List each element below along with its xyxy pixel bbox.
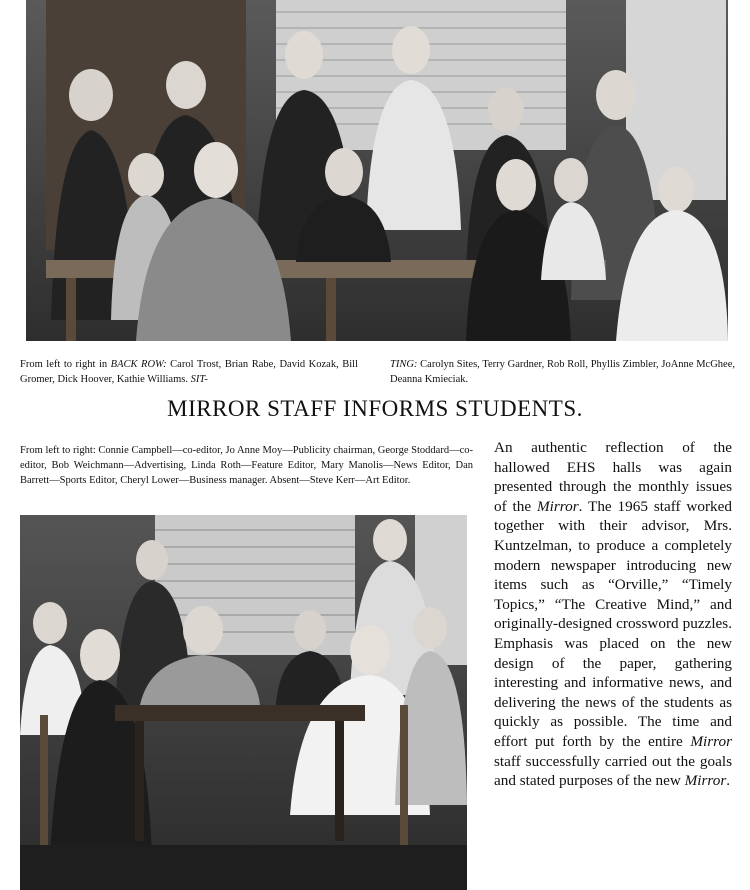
article-text-3: staff successfully carried out the goals and stated purposes of the new <box>494 752 732 790</box>
group-photo-icon <box>26 0 728 341</box>
mirror-title-2: Mirror <box>690 732 732 750</box>
article-text-2: . The 1965 staff worked together with their advisor, Mrs. Kuntzelman, to produce a completely modern newspaper introducing new items such as “Orville,” “Timely Topics,” “The Creative Mind,” and originally-designed crossword puzzles. Emphasis was placed on the new design of the paper, gathering interesting and informative news, and delivering the news of the students as quickly as possible. The time and effort put forth by the entire <box>494 497 732 750</box>
sitting-label-part1: SIT- <box>190 374 208 385</box>
top-group-photo <box>26 0 728 341</box>
group-photo-icon <box>20 515 467 890</box>
back-row-names: Carol Trost, Brian Rabe, David Kozak, Bill Gromer, Dick Hoover, Kathie Williams. <box>20 359 358 385</box>
top-photo-caption-left <box>20 357 358 387</box>
mirror-title-1: Mirror <box>537 497 579 515</box>
bottom-photo-caption: From left to right: Connie Campbell—co-editor, Jo Anne Moy—Publicity chairman, George Stoddard—co-editor, Bob Weichmann—Advertising, Linda Roth—Feature Editor, Mary Manolis—News Editor, Dan Barrett—Sports Editor, Cheryl Lower—Business manager. Absent—Steve Kerr—Art Editor. <box>20 445 473 486</box>
article-text-1: An authentic reflection of the hallowed EHS halls was again presented through the monthly issues of the <box>494 439 732 515</box>
back-row-label: BACK ROW: <box>110 359 167 370</box>
page-headline: MIRROR STAFF INFORMS STUDENTS. <box>167 396 583 421</box>
top-photo-caption-right <box>390 357 735 387</box>
sitting-row-names: Carolyn Sites, Terry Gardner, Rob Roll, Phyllis Zimbler, JoAnne McGhee, Deanna Kmieciak. <box>390 359 735 385</box>
sitting-label-part2: TING: <box>390 359 418 370</box>
article-text-4: . <box>726 772 731 790</box>
mirror-title-3: Mirror <box>684 772 727 790</box>
article-body <box>494 438 732 791</box>
caption-prefix: From left to right in <box>20 359 111 370</box>
bottom-group-photo <box>20 515 467 890</box>
